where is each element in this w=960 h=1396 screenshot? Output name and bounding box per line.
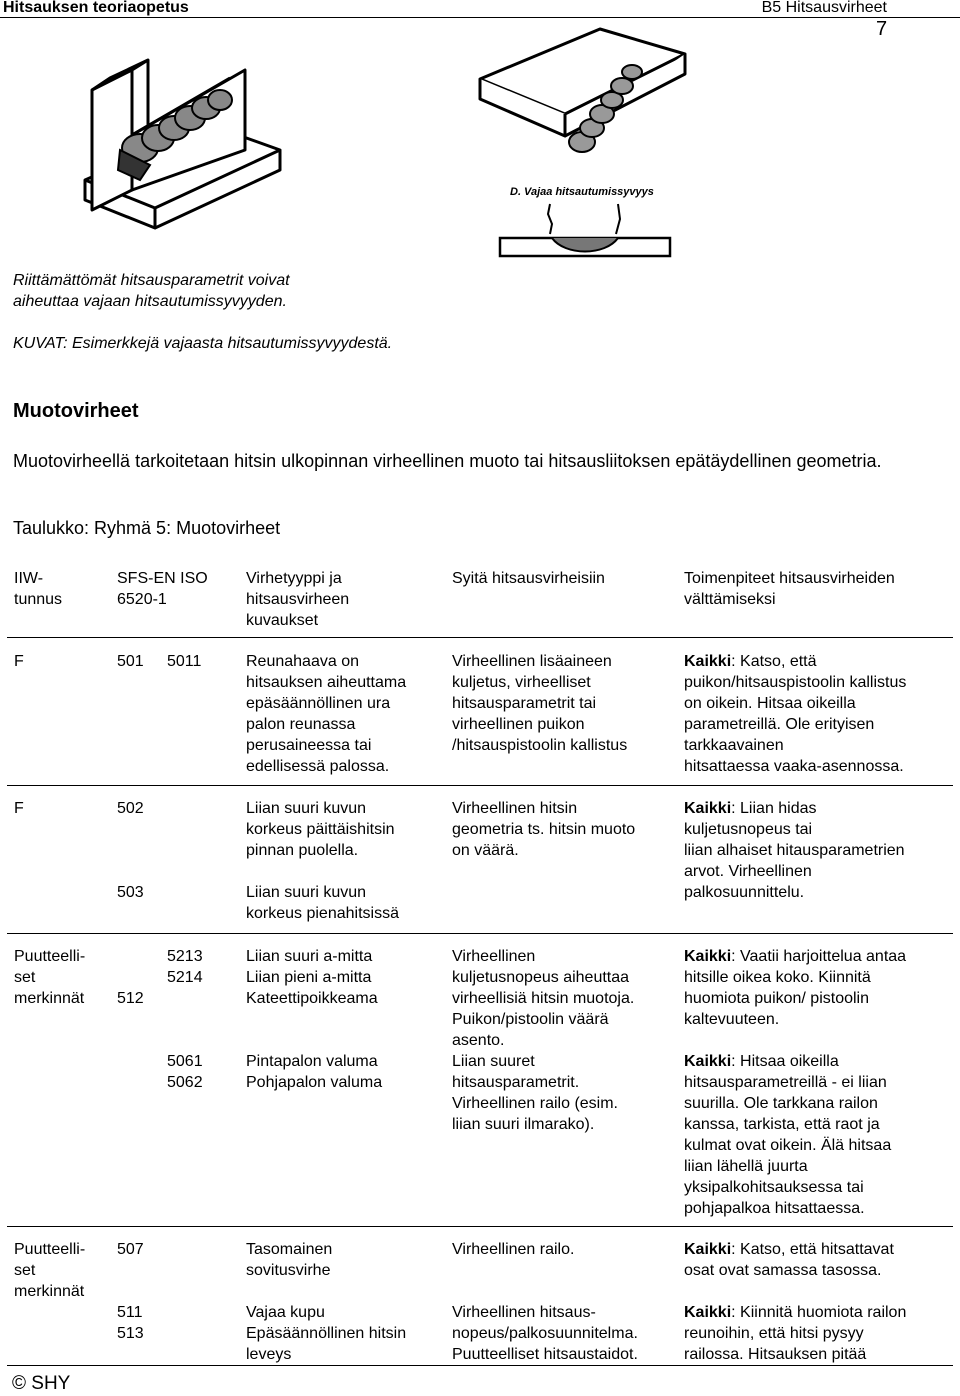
row4-action-b: Kaikki: Kiinnitä huomiota railon reunoihin, että hitsi pysyy railossa. Hitsauksen pitää — [684, 1304, 907, 1363]
row2-iiw: F — [14, 800, 24, 817]
row2-cause: Virheellinen hitsin geometria ts. hitsin muoto on väärä. — [452, 800, 636, 859]
row4-type-a: Tasomainen sovitusvirhe — [246, 1241, 333, 1279]
page-header — [0, 0, 960, 18]
row1-code1: 501 — [117, 653, 144, 670]
row2-code-a: 502 — [117, 800, 144, 817]
section-body: Muotovirheellä tarkoitetaan hitsin ulkopinnan virheellinen muoto tai hitsausliitoksen epätäydellinen geometria. — [13, 451, 882, 471]
row2-type-b: Liian suuri kuvun korkeus pienahitsissä — [246, 884, 399, 922]
header-title: Hitsauksen teoriaopetus — [3, 0, 189, 16]
table-title: Taulukko: Ryhmä 5: Muotovirheet — [13, 518, 281, 538]
row2-type-a: Liian suuri kuvun korkeus päittäishitsin pinnan puolella. — [246, 800, 395, 859]
row1-cause: Virheellinen lisäaineen kuljetus, virheelliset hitsausparametrit tai virheellinen puikon /hitsauspistoolin kallistus — [452, 653, 628, 754]
row-divider — [7, 1365, 953, 1366]
row3-iiw: Puutteelli- set merkinnät — [14, 948, 86, 1007]
butt-weld-illustration — [470, 24, 690, 264]
row1-type: Reunahaava on hitsauksen aiheuttama epäsäännöllinen ura palon reunassa perusaineessa tai edellisessä palossa. — [246, 653, 407, 775]
row1-action: Kaikki: Katso, että puikon/hitsauspistoolin kallistus on oikein. Hitsaa oikeilla parametreillä. Ole erityisen tarkkaavainen hitsattaessa vaaka-asennossa. — [684, 653, 907, 775]
row2-action: Kaikki: Liian hidas kuljetusnopeus tai liian alhaiset hitausparametrien arvot. Virheellinen palkosuunnittelu. — [684, 800, 905, 901]
row1-code2: 5011 — [167, 653, 202, 670]
header-sfs: SFS-EN ISO 6520-1 — [117, 570, 208, 608]
page-number: 7 — [876, 18, 888, 40]
row3-type-b: Pintapalon valuma Pohjapalon valuma — [246, 1053, 383, 1091]
row3-code2a: 5213 5214 — [167, 948, 203, 986]
header-type: Virhetyyppi ja hitsausvirheen kuvaukset — [246, 570, 350, 629]
row4-cause-b: Virheellinen hitsaus- nopeus/palkosuunnitelma. Puutteelliset hitsaustaidot. — [452, 1304, 638, 1363]
row-divider — [7, 933, 953, 934]
row4-code-b: 511 513 — [117, 1304, 144, 1342]
row1-iiw: F — [14, 653, 24, 670]
header-cause: Syitä hitsausvirheisiin — [452, 570, 605, 587]
caption-line-2: aiheuttaa vajaan hitsautumissyvyyden. — [13, 293, 287, 310]
caption-figures: KUVAT: Esimerkkejä vajaasta hitsautumissyvyydestä. — [13, 335, 393, 352]
row3-action-a: Kaikki: Vaatii harjoittelua antaa hitsille oikea koko. Kiinnitä huomiota puikon/ pistoolin kaltevuuteen. — [684, 948, 907, 1028]
row4-code-a: 507 — [117, 1241, 144, 1258]
caption-line-1: Riittämättömät hitsausparametrit voivat — [13, 272, 290, 289]
row4-action-a: Kaikki: Katso, että hitsattavat osat ovat samassa tasossa. — [684, 1241, 894, 1279]
copyright-footer: © SHY — [12, 1373, 71, 1394]
header-section: B5 Hitsausvirheet — [761, 0, 887, 16]
header-iiw: IIW- tunnus — [14, 570, 63, 608]
row-divider — [7, 1226, 953, 1227]
section-title: Muotovirheet — [13, 400, 139, 422]
row3-action-b: Kaikki: Hitsaa oikeilla hitsausparametreillä - ei liian suurilla. Ole tarkkana railon kanssa, tarkista, että raot ja kulmat ovat oikein. Älä hitsaa liian lähellä juurta yksipalkohitsauksessa tai pohjapalkoa hitsattaessa. — [684, 1053, 892, 1217]
row4-type-b: Vajaa kupu Epäsäännöllinen hitsin leveys — [246, 1304, 407, 1363]
row-divider — [7, 637, 953, 638]
row3-type-a: Liian suuri a-mitta Liian pieni a-mitta Kateettipoikkeama — [246, 948, 378, 1007]
row3-code2b: 5061 5062 — [167, 1053, 203, 1091]
row-divider — [7, 785, 953, 786]
row3-cause: Virheellinen kuljetusnopeus aiheuttaa virheellisiä hitsin muotoja. Puikon/pistoolin väärä asento. Liian suuret hitsausparametrit. Virheellinen railo (esim. liian suuri ilmarako). — [452, 948, 635, 1133]
figure-label: D. Vajaa hitsautumissyvyys — [510, 186, 654, 198]
fillet-weld-illustration — [70, 30, 285, 235]
header-action: Toimenpiteet hitsausvirheiden välttämiseksi — [684, 570, 895, 608]
row3-code1: 512 — [117, 990, 144, 1007]
row4-iiw: Puutteelli- set merkinnät — [14, 1241, 86, 1300]
row4-cause-a: Virheellinen railo. — [452, 1241, 575, 1258]
row2-code-b: 503 — [117, 884, 144, 901]
